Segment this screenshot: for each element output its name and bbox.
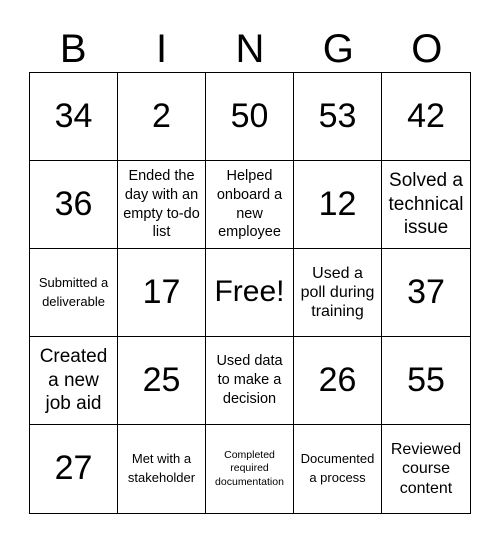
- cell-label: Met with a stakeholder: [127, 451, 196, 485]
- bingo-cell-r2-c1[interactable]: [30, 161, 118, 249]
- bingo-cell-free[interactable]: [206, 249, 294, 337]
- cell-label: 34: [54, 96, 93, 135]
- cell-label: 2: [152, 96, 171, 135]
- bingo-cell-r2-c2[interactable]: [118, 161, 206, 249]
- cell-label: Used data to make a decision: [216, 353, 283, 407]
- bingo-cell-r4-c1[interactable]: [30, 337, 118, 425]
- bingo-cell-r1-c5[interactable]: [382, 73, 470, 161]
- cell-label: Used a poll during training: [300, 264, 375, 321]
- bingo-cell-r1-c3[interactable]: [206, 73, 294, 161]
- cell-label: Helped onboard a new employee: [216, 167, 283, 241]
- cell-label: Reviewed course content: [390, 441, 462, 497]
- bingo-cell-r4-c5[interactable]: [382, 337, 470, 425]
- cell-label: Ended the day with an empty to-do list: [123, 167, 200, 241]
- cell-label: 17: [142, 272, 181, 311]
- cell-label: 36: [54, 184, 93, 223]
- bingo-cell-r2-c5[interactable]: [382, 161, 470, 249]
- bingo-board: [29, 72, 471, 514]
- bingo-cell-r5-c3[interactable]: [206, 425, 294, 513]
- header-letter-i: I: [156, 27, 168, 71]
- bingo-cell-r4-c3[interactable]: [206, 337, 294, 425]
- cell-label: Submitted a deliverable: [38, 274, 109, 309]
- cell-label: 27: [54, 449, 93, 488]
- header-letter-g: G: [322, 27, 354, 71]
- cell-label: 50: [230, 96, 269, 135]
- bingo-cell-r5-c1[interactable]: [30, 425, 118, 513]
- cell-label: 53: [318, 96, 357, 135]
- bingo-cell-r2-c4[interactable]: [294, 161, 382, 249]
- cell-label: Created a new job aid: [39, 345, 108, 415]
- cell-label: 26: [318, 360, 357, 399]
- bingo-cell-r1-c4[interactable]: [294, 73, 382, 161]
- header-letter-n: N: [235, 27, 265, 71]
- bingo-cell-r3-c5[interactable]: [382, 249, 470, 337]
- header-letter-b: B: [59, 27, 87, 71]
- cell-label: Completed required documentation: [215, 448, 284, 488]
- bingo-cell-r4-c4[interactable]: [294, 337, 382, 425]
- bingo-cell-r3-c2[interactable]: [118, 249, 206, 337]
- bingo-cell-r3-c1[interactable]: [30, 249, 118, 337]
- bingo-cell-r1-c2[interactable]: [118, 73, 206, 161]
- bingo-header: [29, 26, 471, 72]
- bingo-cell-r3-c4[interactable]: [294, 249, 382, 337]
- free-space-label: Free!: [214, 275, 285, 309]
- cell-label: 25: [142, 360, 181, 399]
- bingo-cell-r4-c2[interactable]: [118, 337, 206, 425]
- cell-label: 42: [407, 96, 445, 135]
- cell-label: 37: [407, 272, 445, 311]
- cell-label: Solved a technical issue: [388, 169, 464, 239]
- cell-label: Documented a process: [300, 451, 375, 485]
- bingo-cell-r1-c1[interactable]: [30, 73, 118, 161]
- bingo-cell-r5-c5[interactable]: [382, 425, 470, 513]
- cell-label: 12: [318, 184, 357, 223]
- bingo-cell-r5-c2[interactable]: [118, 425, 206, 513]
- bingo-cell-r2-c3[interactable]: [206, 161, 294, 249]
- cell-label: 55: [407, 360, 445, 399]
- bingo-cell-r5-c4[interactable]: [294, 425, 382, 513]
- header-letter-o: O: [411, 27, 443, 71]
